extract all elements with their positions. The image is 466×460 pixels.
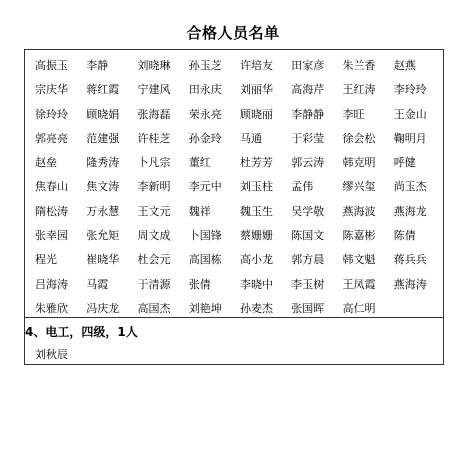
name-cell: 程光 [35, 253, 57, 267]
name-cell: 徐玲玲 [35, 107, 68, 121]
name-cell: 孙麦杰 [240, 301, 273, 315]
name-cell: 陈嘉彬 [342, 229, 376, 243]
section-heading: 4、电工，四级，1人 [25, 325, 138, 339]
name-cell: 顾晓娟 [86, 107, 120, 121]
name-cell: 李玉树 [291, 277, 325, 291]
name-cell: 徐会松 [342, 131, 376, 145]
name-cell: 高小龙 [240, 253, 273, 267]
name-cell: 郭亮亮 [35, 131, 68, 145]
name-cell: 高振玉 [35, 59, 68, 72]
name-cell: 高国栋 [188, 253, 222, 267]
name-cell: 孟伟 [291, 180, 314, 194]
name-cell: 郭方晨 [291, 253, 325, 267]
name-cell: 杜会元 [137, 253, 171, 267]
name-cell: 赵垒 [35, 156, 57, 170]
name-cell: 卜凡宗 [137, 156, 171, 170]
name-grid [35, 54, 445, 321]
name-cell: 高国杰 [137, 301, 171, 315]
name-cell: 朱雅欣 [35, 301, 68, 315]
name-cell: 卜国锋 [188, 229, 222, 243]
name-cell: 魏玉生 [240, 204, 273, 218]
name-cell: 蒋红霞 [86, 83, 120, 97]
name-cell: 王凤霞 [342, 277, 376, 291]
name-cell: 蔡姗姗 [240, 229, 273, 243]
name-cell: 尚玉杰 [393, 180, 427, 194]
section-electrician [24, 317, 444, 365]
name-cell: 杜芳芳 [240, 156, 273, 170]
name-cell: 韩克明 [342, 156, 376, 170]
name-cell: 张幸园 [35, 229, 68, 243]
page-title: 合格人员名单 [186, 24, 280, 42]
name-cell: 鞠明月 [393, 131, 427, 145]
name-cell: 韩文魁 [342, 253, 376, 267]
name-cell: 万永慧 [86, 204, 120, 218]
name-cell: 宁建风 [137, 83, 171, 97]
name-cell: 张国晖 [291, 301, 325, 315]
name-cell: 张倩 [188, 277, 211, 291]
name-cell: 魏祥 [188, 204, 211, 218]
name-cell: 孙玉芝 [188, 59, 222, 72]
name-cell: 王文元 [137, 204, 171, 218]
name-cell: 田永庆 [188, 83, 222, 97]
name-cell: 隆秀涛 [86, 156, 120, 170]
name-cell: 顾晓丽 [240, 107, 273, 121]
name-cell: 李静静 [291, 107, 325, 121]
name-cell: 高仁明 [342, 301, 376, 315]
name-cell: 董红 [188, 156, 211, 170]
name-cell: 田家彦 [291, 59, 325, 72]
name-cell: 李旺 [342, 107, 365, 121]
section-name-list: 刘秋辰 [35, 348, 68, 361]
name-cell: 李玲玲 [393, 83, 427, 97]
name-cell: 冯庆龙 [86, 301, 120, 315]
name-cell: 李新明 [137, 180, 171, 194]
name-cell: 张允矩 [86, 229, 120, 243]
name-cell: 赵燕 [393, 59, 416, 72]
name-cell: 朱兰香 [342, 59, 376, 72]
name-cell: 于清源 [137, 277, 171, 291]
name-cell: 呼健 [393, 156, 416, 170]
name-cell: 刘玉柱 [240, 180, 273, 194]
name-cell: 崔晓华 [86, 253, 120, 267]
name-cell: 燕海涛 [393, 277, 427, 291]
name-cell: 荣永亮 [188, 107, 222, 121]
name-cell: 高海芹 [291, 83, 325, 97]
name-cell: 范建强 [86, 131, 120, 145]
name-cell: 焦文涛 [86, 180, 120, 194]
qualified-list-box [24, 49, 444, 318]
name-cell: 马通 [240, 131, 262, 145]
name-cell: 王红涛 [342, 83, 376, 97]
name-cell: 宗庆华 [35, 83, 68, 97]
name-cell: 周文成 [137, 229, 171, 243]
name-cell: 张海磊 [137, 107, 171, 121]
name-cell: 燕海龙 [393, 204, 427, 218]
name-cell: 王金山 [393, 107, 427, 121]
name-cell: 陈国文 [291, 229, 325, 243]
name-cell: 隋松涛 [35, 204, 68, 218]
name-cell: 于彩莹 [291, 131, 325, 145]
name-cell: 蒋兵兵 [393, 253, 427, 267]
name-cell: 郭云涛 [291, 156, 325, 170]
name-cell: 马霞 [86, 277, 109, 291]
name-cell: 刘艳坤 [188, 301, 222, 315]
name-cell: 吕海涛 [35, 277, 68, 291]
name-cell: 缪兴玺 [342, 180, 376, 194]
name-cell: 燕海波 [342, 204, 376, 218]
name-cell: 李元中 [188, 180, 222, 194]
name-cell: 刘晓琳 [137, 59, 171, 72]
name-cell: 李晓中 [240, 277, 273, 291]
name-cell: 许培友 [240, 59, 273, 72]
name-cell: 许桂芝 [137, 131, 171, 145]
name-cell: 陈倩 [393, 229, 416, 243]
name-cell: 焦春山 [35, 180, 68, 194]
name-cell: 孙金玲 [188, 131, 222, 145]
name-cell: 刘丽华 [240, 83, 273, 97]
name-cell: 李静 [86, 59, 109, 72]
name-cell: 吴学敬 [291, 204, 325, 218]
